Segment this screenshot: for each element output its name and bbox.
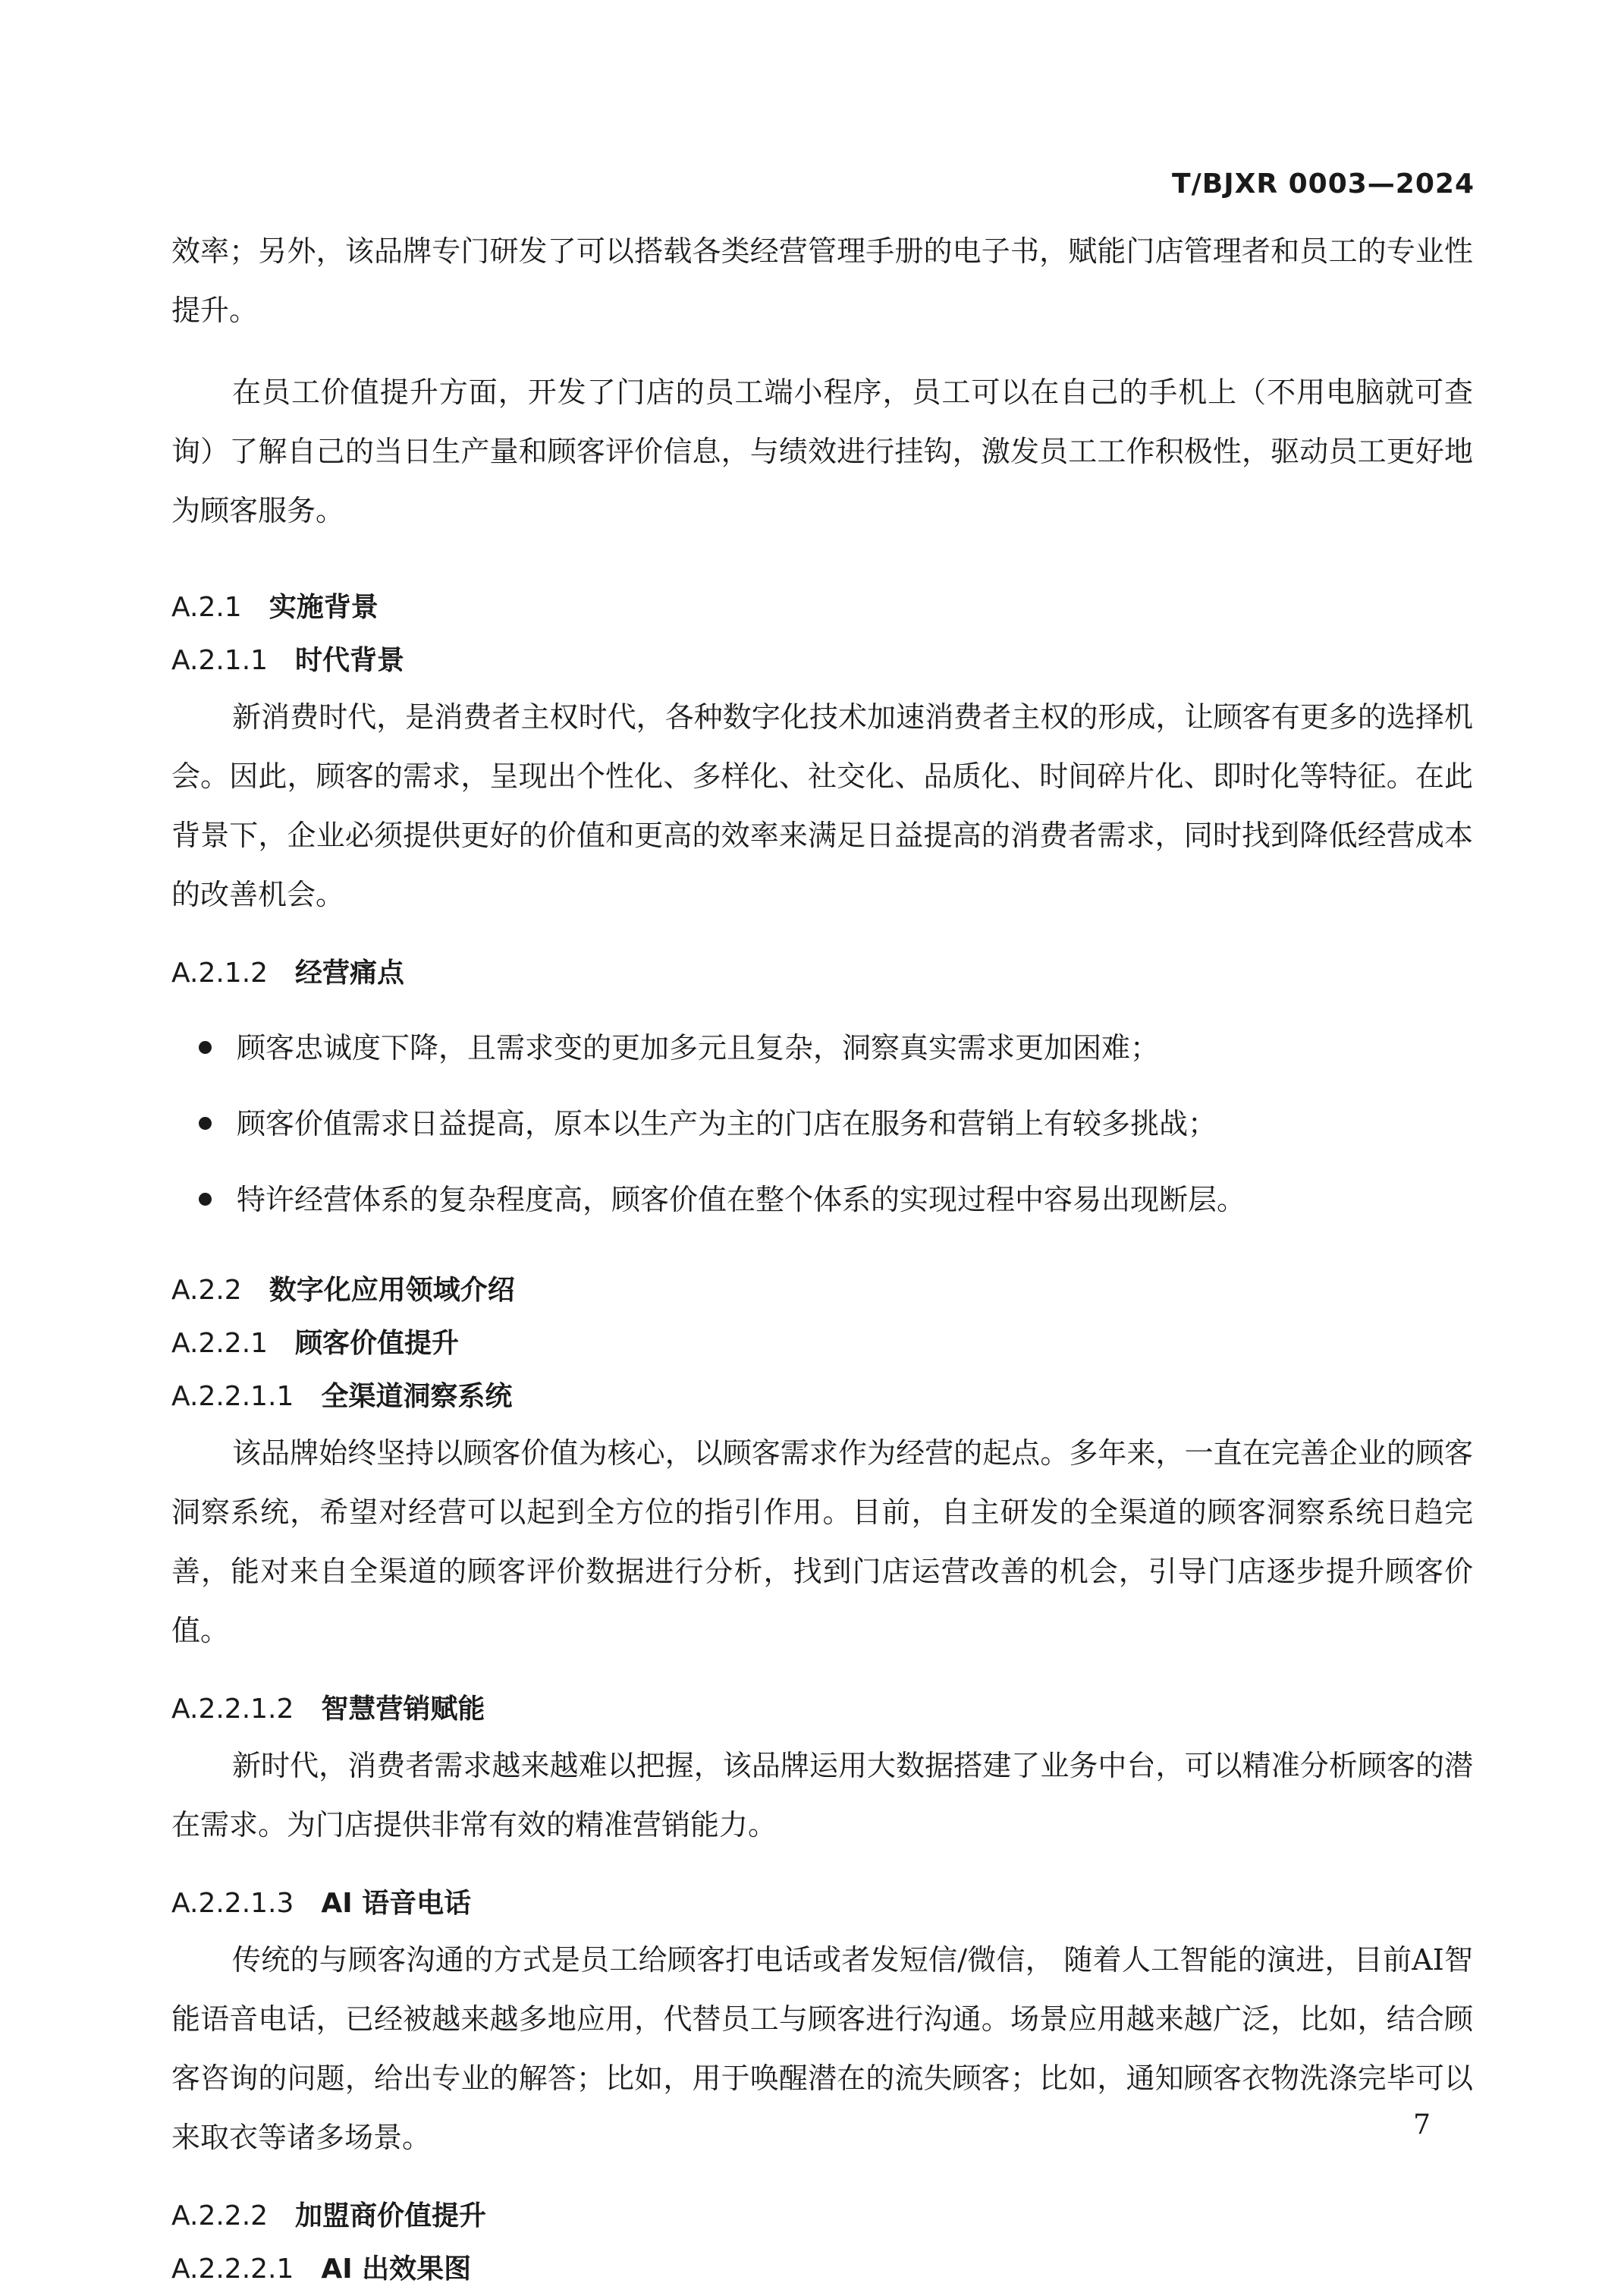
heading-title: 实施背景 (269, 592, 379, 623)
heading-a-2-1-2 (171, 947, 1473, 1000)
heading-a-2-2-2 (171, 2190, 1473, 2243)
paragraph-omnichannel-insight: 该品牌始终坚持以顾客价值为核心，以顾客需求作为经营的起点。多年来，一直在完善企业的顾客洞察系统，希望对经营可以起到全方位的指引作用。目前，自主研发的全渠道的顾客洞察系统日趋完善，能对来自全渠道的顾客评价数据进行分析，找到门店运营改善的机会，引导门店逐步提升顾客价值。 (171, 1436, 1473, 1647)
paragraph-smart-marketing: 新时代，消费者需求越来越难以把握，该品牌运用大数据搭建了业务中台，可以精准分析顾客的潜在需求。为门店提供非常有效的精准营销能力。 (171, 1749, 1473, 1842)
heading-a-2-1-1 (171, 634, 1473, 687)
list-item: 特许经营体系的复杂程度高，顾客价值在整个体系的实现过程中容易出现断层。 (237, 1170, 1473, 1229)
heading-a-2-2-1-2 (171, 1683, 1473, 1736)
heading-title: AI 出效果图 (321, 2254, 472, 2285)
heading-title: 数字化应用领域介绍 (269, 1275, 515, 1306)
heading-number: A.2.2.2.1 (171, 2254, 294, 2285)
page-content (171, 222, 1473, 2296)
paragraph-era-background: 新消费时代，是消费者主权时代，各种数字化技术加速消费者主权的形成，让顾客有更多的选择机会。因此，顾客的需求，呈现出个性化、多样化、社交化、品质化、时间碎片化、即时化等特征。在此背景下，企业必须提供更好的价值和更高的效率来满足日益提高的消费者需求，同时找到降低经营成本的改善机会。 (171, 700, 1473, 911)
list-item: 顾客忠诚度下降，且需求变的更加多元且复杂，洞察真实需求更加困难； (237, 1018, 1473, 1077)
paragraph-ai-voice-call: 传统的与顾客沟通的方式是员工给顾客打电话或者发短信/微信， 随着人工智能的演进，目前AI智能语音电话，已经被越来越多地应用，代替员工与顾客进行沟通。场景应用越来越广泛，比如，结合顾客咨询的问题，给出专业的解答；比如，用于唤醒潜在的流失顾客；比如，通知顾客衣物洗涤完毕可以来取衣等诸多场景。 (171, 1943, 1473, 2154)
heading-number: A.2.2.1.2 (171, 1694, 294, 1725)
heading-number: A.2.2 (171, 1275, 242, 1306)
heading-title: 时代背景 (295, 645, 405, 676)
heading-number: A.2.1.1 (171, 645, 269, 676)
heading-number: A.2.2.1.3 (171, 1888, 294, 1919)
heading-title: AI 语音电话 (321, 1888, 472, 1919)
document-code: T/BJXR 0003—2024 (1172, 168, 1475, 200)
heading-a-2-1 (171, 581, 1473, 634)
heading-a-2-2-2-1 (171, 2243, 1473, 2296)
heading-number: A.2.1.2 (171, 958, 269, 989)
heading-a-2-2-1-3 (171, 1877, 1473, 1930)
heading-a-2-2-1 (171, 1317, 1473, 1370)
heading-title: 全渠道洞察系统 (321, 1381, 513, 1412)
page-number: 7 (1413, 2109, 1431, 2140)
heading-a-2-2-1-1 (171, 1370, 1473, 1423)
heading-number: A.2.2.1 (171, 1328, 269, 1359)
heading-title: 加盟商价值提升 (295, 2200, 487, 2232)
pain-points-list (171, 1018, 1473, 1229)
heading-number: A.2.2.1.1 (171, 1381, 294, 1412)
heading-title: 智慧营销赋能 (321, 1694, 485, 1725)
heading-a-2-2 (171, 1264, 1473, 1317)
heading-number: A.2.1 (171, 592, 242, 623)
paragraph-employee-value: 在员工价值提升方面，开发了门店的员工端小程序，员工可以在自己的手机上（不用电脑就可查询）了解自己的当日生产量和顾客评价信息，与绩效进行挂钩，激发员工工作积极性，驱动员工更好地为顾客服务。 (171, 376, 1473, 527)
list-item: 顾客价值需求日益提高，原本以生产为主的门店在服务和营销上有较多挑战； (237, 1094, 1473, 1153)
heading-title: 经营痛点 (295, 958, 405, 989)
heading-number: A.2.2.2 (171, 2200, 269, 2232)
heading-title: 顾客价值提升 (295, 1328, 460, 1359)
paragraph-efficiency: 效率；另外，该品牌专门研发了可以搭载各类经营管理手册的电子书，赋能门店管理者和员工的专业性提升。 (171, 234, 1473, 327)
